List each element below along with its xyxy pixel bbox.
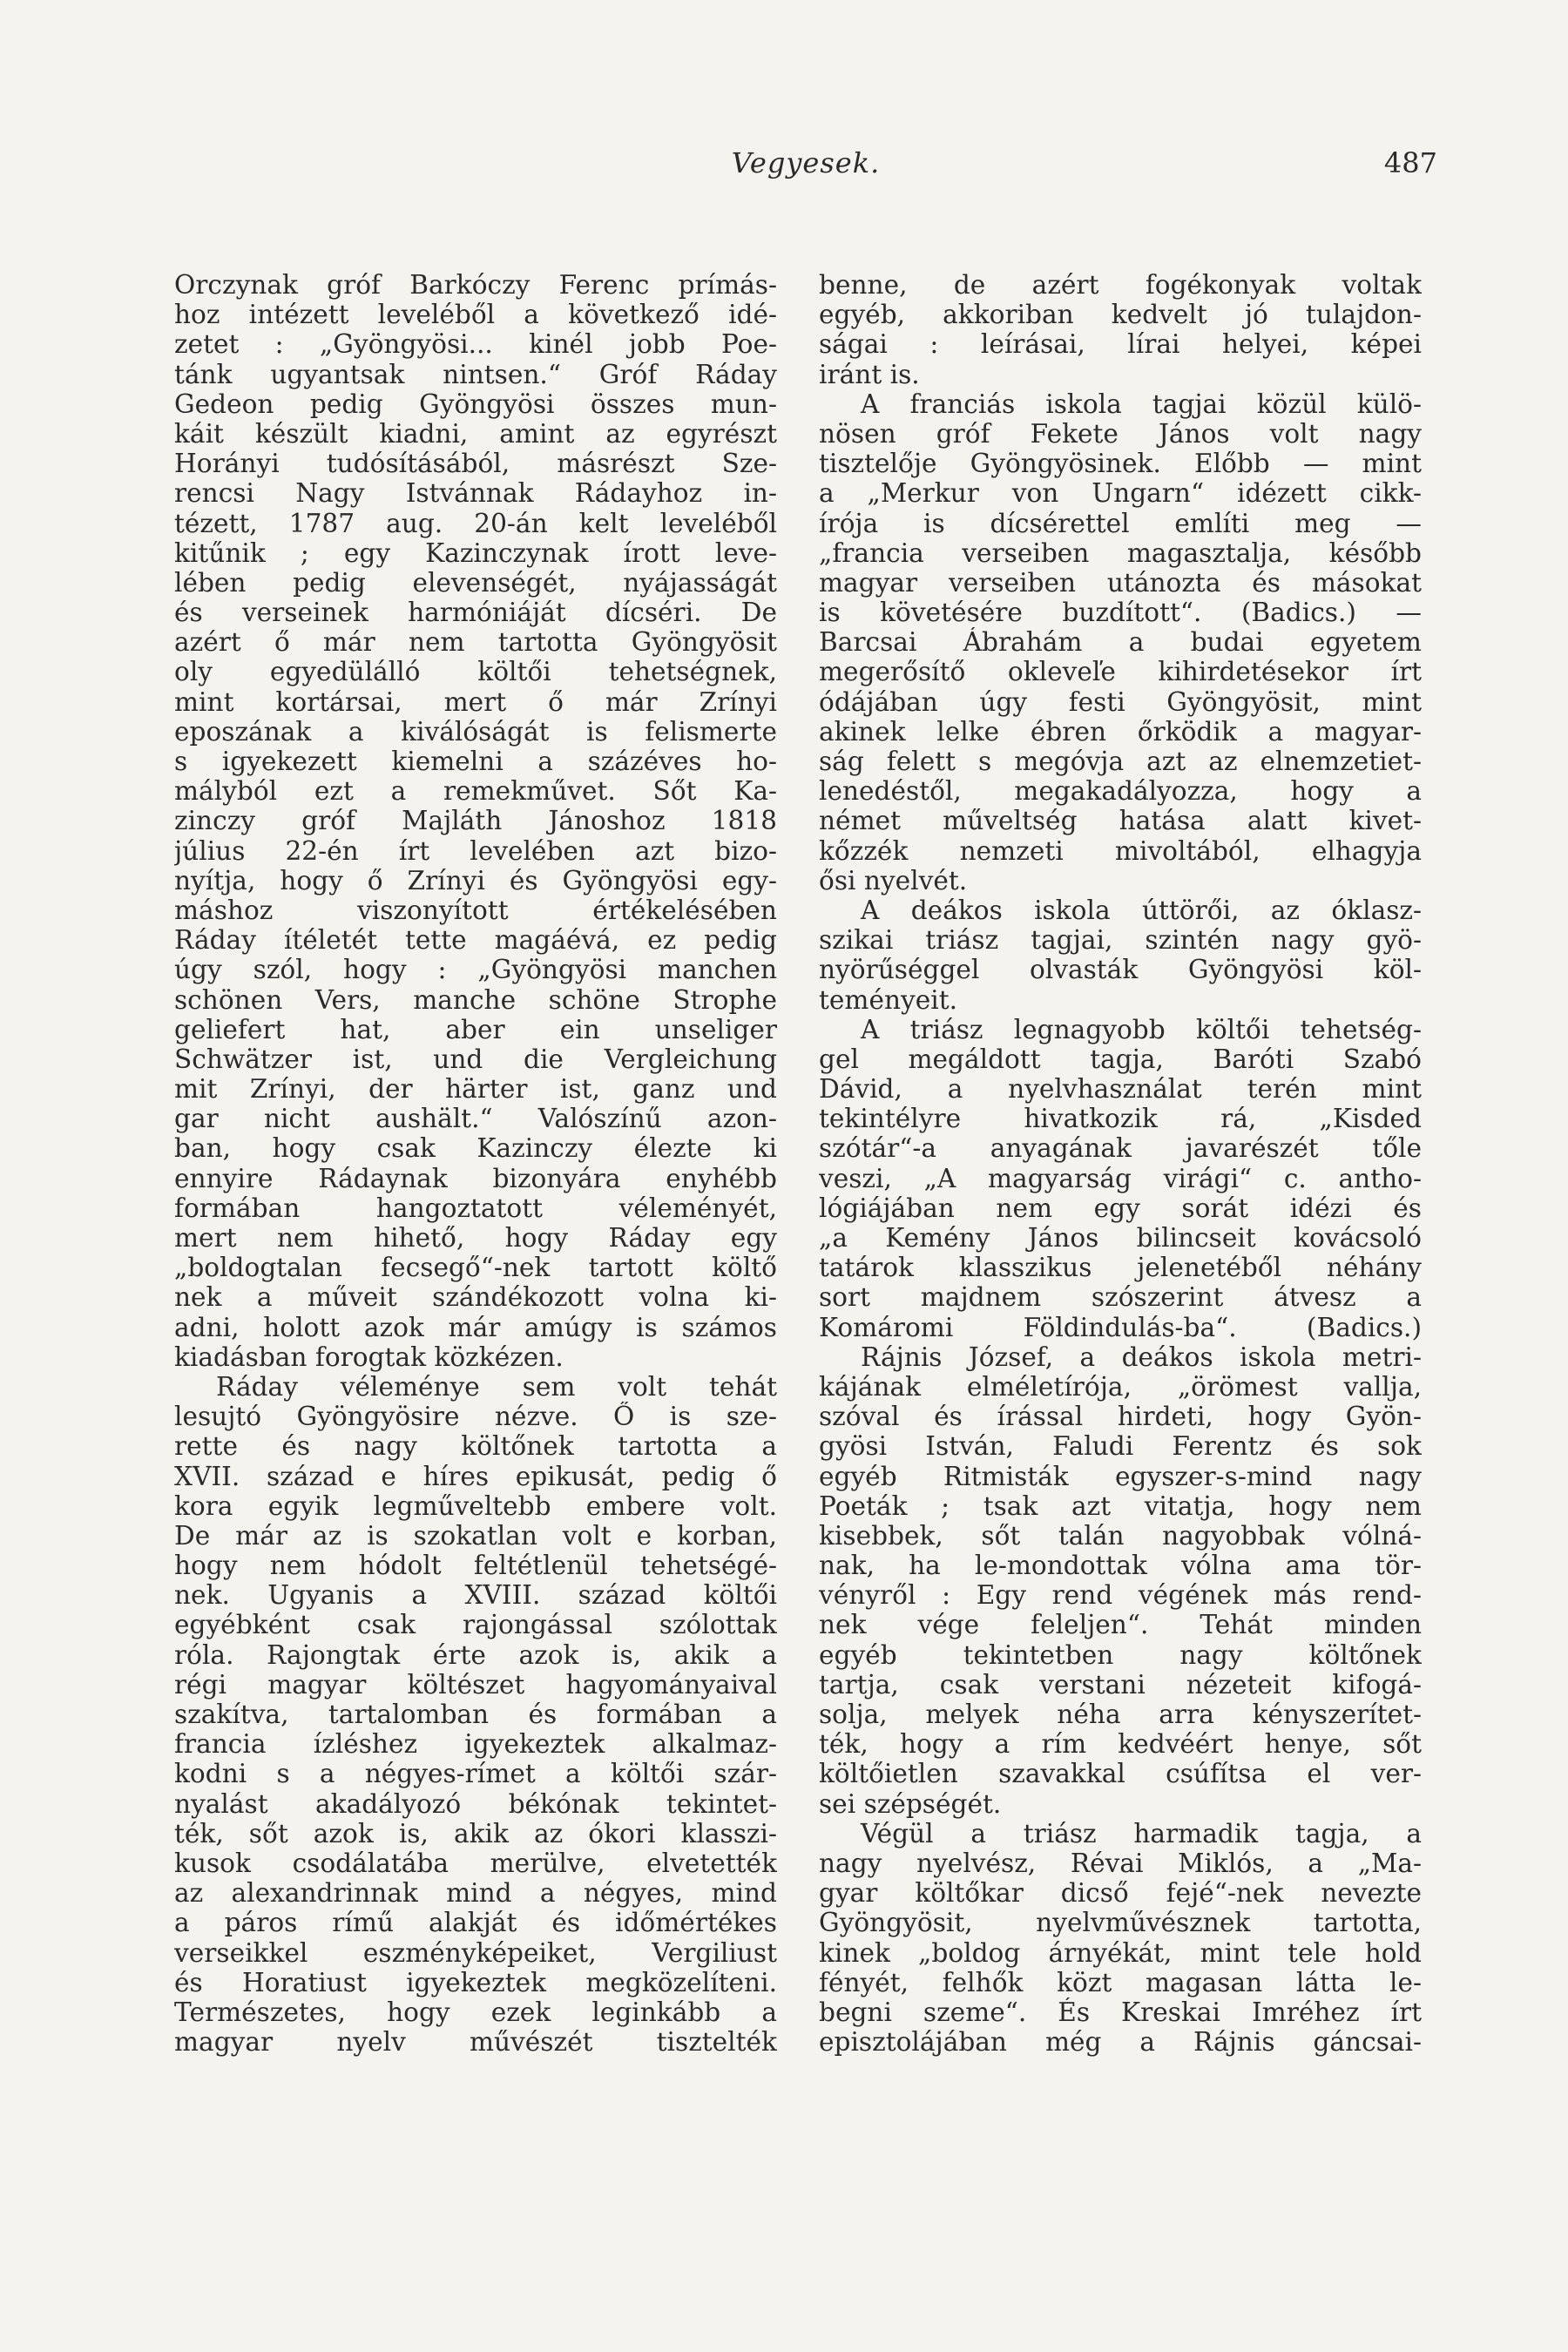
text-line: gar nicht aushält.“ Valószínű azon- bbox=[174, 1104, 777, 1134]
text-line: rette és nagy költőnek tartotta a bbox=[174, 1431, 777, 1462]
text-line: solja, melyek néha arra kényszerítet- bbox=[819, 1700, 1422, 1729]
text-line: azért ő már nem tartotta Gyöngyösit bbox=[174, 627, 777, 658]
text-line: eposzának a kiválóságát is felismerte bbox=[174, 716, 777, 747]
right-text-column bbox=[819, 270, 1422, 2057]
text-line: lenedéstől, megakadályozza, hogy a bbox=[819, 776, 1422, 807]
text-line: ban, hogy csak Kazinczy élezte ki bbox=[174, 1133, 777, 1164]
text-line: kora egyik legműveltebb embere volt. bbox=[174, 1490, 777, 1521]
text-line: szóval és írással hirdeti, hogy Gyön- bbox=[819, 1402, 1422, 1432]
text-line: nyítja, hogy ő Zrínyi és Gyöngyösi egy- bbox=[174, 865, 777, 896]
text-line: máshoz viszonyított értékelésében bbox=[174, 895, 777, 925]
page-number: 487 bbox=[1383, 146, 1437, 179]
text-line: veszi, „A magyarság virági“ c. antho- bbox=[819, 1163, 1422, 1193]
text-line: hoz intézett leveléből a következő idé- bbox=[174, 300, 777, 330]
text-line: szótár“-a anyagának javarészét tőle bbox=[819, 1133, 1422, 1164]
text-line: írója is dícsérettel említi meg — bbox=[819, 508, 1422, 538]
text-line: szakítva, tartalomban és formában a bbox=[174, 1700, 777, 1729]
text-line: nösen gróf Fekete János volt nagy bbox=[819, 418, 1422, 449]
text-line: magyar nyelv művészét tisztelték bbox=[174, 2027, 777, 2058]
text-line: és verseinek harmóniáját dícséri. De bbox=[174, 598, 777, 628]
text-line: formában hangoztatott véleményét, bbox=[174, 1193, 777, 1223]
text-line: lében pedig elevenségét, nyájasságát bbox=[174, 567, 777, 598]
text-line: francia ízléshez igyekeztek alkalmaz- bbox=[174, 1729, 777, 1760]
text-line: nek a műveit szándékozott volna ki- bbox=[174, 1282, 777, 1313]
text-line: költőietlen szavakkal csúfítsa el ver- bbox=[819, 1759, 1422, 1789]
text-line: sort majdnem szószerint átvesz a bbox=[819, 1282, 1422, 1313]
text-line: kájának elméletírója, „örömest vallja, bbox=[819, 1371, 1422, 1402]
text-line: úgy szól, hogy : „Gyöngyösi manchen bbox=[174, 955, 777, 985]
text-line: Barcsai Ábrahám a budai egyetem bbox=[819, 627, 1422, 658]
text-line: nek vége feleljen“. Tehát minden bbox=[819, 1610, 1422, 1640]
text-line: kodni s a négyes-rímet a költői szár- bbox=[174, 1759, 777, 1789]
text-line: egyébként csak rajongással szólottak bbox=[174, 1610, 777, 1640]
text-line: XVII. század e híres epikusát, pedig ő bbox=[174, 1461, 777, 1491]
text-line: Rájnis József, a deákos iskola metri- bbox=[861, 1342, 1422, 1372]
text-line: mert nem hihető, hogy Ráday egy bbox=[174, 1223, 777, 1253]
text-line: zetet : „Gyöngyösi... kinél jobb Poe- bbox=[174, 329, 777, 360]
text-line: is követésére buzdított“. (Badics.) — bbox=[819, 598, 1422, 628]
text-line: episztolájában még a Rájnis gáncsai- bbox=[819, 2027, 1422, 2058]
text-line: akinek lelke ébren őrködik a magyar- bbox=[819, 716, 1422, 747]
text-line: kinek „boldog árnyékát, mint tele hold bbox=[819, 1937, 1422, 1968]
left-text-column bbox=[174, 270, 777, 2057]
text-line: ték, sőt azok is, akik az ókori klasszi- bbox=[174, 1818, 777, 1848]
text-line: tartja, csak verstani nézeteit kifogá- bbox=[819, 1669, 1422, 1700]
text-line: fényét, felhők közt magasan látta le- bbox=[819, 1967, 1422, 1997]
text-line: verseikkel eszményképeiket, Vergiliust bbox=[174, 1937, 777, 1968]
text-line: hogy nem hódolt feltétlenül tehetségé- bbox=[174, 1551, 777, 1581]
text-line: Természetes, hogy ezek leginkább a bbox=[174, 1997, 777, 2027]
text-line: Gedeon pedig Gyöngyösi összes mun- bbox=[174, 389, 777, 419]
text-line: s igyekezett kiemelni a százéves ho- bbox=[174, 747, 777, 776]
text-line: lógiájában nem egy sorát idézi és bbox=[819, 1193, 1422, 1223]
text-line: Ráday véleménye sem volt tehát bbox=[216, 1371, 777, 1402]
text-line: nak, ha le-mondottak vólna ama tör- bbox=[819, 1551, 1422, 1581]
text-line: július 22-én írt levelében azt bizo- bbox=[174, 835, 777, 866]
text-line: kisebbek, sőt talán nagyobbak vólná- bbox=[819, 1520, 1422, 1551]
text-line: tánk ugyantsak nintsen.“ Gróf Ráday bbox=[174, 359, 777, 389]
text-line: egyéb, akkoriban kedvelt jó tulajdon- bbox=[819, 300, 1422, 330]
text-line: káit készült kiadni, amint az egyrészt bbox=[174, 418, 777, 449]
text-line: gyar költőkar dicső fejé“-nek nevezte bbox=[819, 1878, 1422, 1909]
text-line: De már az is szokatlan volt e korban, bbox=[174, 1520, 777, 1551]
text-line: rencsi Nagy Istvánnak Rádayhoz in- bbox=[174, 478, 777, 509]
text-line: zinczy gróf Majláth Jánoshoz 1818 bbox=[174, 806, 777, 836]
text-line: benne, de azért fogékonyak voltak bbox=[819, 270, 1422, 300]
text-line: Dávid, a nyelvhasználat terén mint bbox=[819, 1074, 1422, 1105]
text-line: régi magyar költészet hagyományaival bbox=[174, 1669, 777, 1700]
text-line: a páros rímű alakját és időmértékes bbox=[174, 1908, 777, 1938]
running-title: Vegyesek. bbox=[731, 146, 881, 179]
text-line: Schwätzer ist, und die Vergleichung bbox=[174, 1044, 777, 1074]
text-line: Végül a triász harmadik tagja, a bbox=[861, 1818, 1422, 1848]
text-line: nagy nyelvész, Révai Miklós, a „Ma- bbox=[819, 1848, 1422, 1878]
text-line: ódájában úgy festi Gyöngyösit, mint bbox=[819, 686, 1422, 717]
text-line: magyar verseiben utánozta és másokat bbox=[819, 567, 1422, 598]
text-line: teményeit. bbox=[819, 984, 958, 1015]
text-line: tekintélyre hivatkozik rá, „Kisded bbox=[819, 1104, 1422, 1134]
text-line: A triász legnagyobb költői tehetség- bbox=[861, 1014, 1422, 1044]
text-line: kiadásban forogtak közkézen. bbox=[174, 1342, 564, 1372]
text-line: nyörűséggel olvasták Gyöngyösi köl- bbox=[819, 955, 1422, 985]
text-line: gel megáldott tagja, Baróti Szabó bbox=[819, 1044, 1422, 1074]
text-line: geliefert hat, aber ein unseliger bbox=[174, 1014, 777, 1044]
text-line: Poeták ; tsak azt vitatja, hogy nem bbox=[819, 1490, 1422, 1521]
text-line: nek. Ugyanis a XVIII. század költői bbox=[174, 1580, 777, 1611]
text-line: német műveltség hatása alatt kivet- bbox=[819, 806, 1422, 836]
text-line: Orczynak gróf Barkóczy Ferenc prímás- bbox=[174, 270, 777, 300]
text-line: „francia verseiben magasztalja, később bbox=[819, 537, 1422, 568]
text-line: A deákos iskola úttörői, az óklasz- bbox=[861, 895, 1422, 925]
text-line: egyéb tekintetben nagy költőnek bbox=[819, 1639, 1422, 1670]
text-line: schönen Vers, manche schöne Strophe bbox=[174, 984, 777, 1015]
text-line: ősi nyelvét. bbox=[819, 865, 968, 896]
text-line: iránt is. bbox=[819, 359, 920, 389]
text-line: megerősítő okleveľe kihirdetésekor írt bbox=[819, 657, 1422, 687]
text-line: lesujtó Gyöngyösire nézve. Ő is sze- bbox=[174, 1402, 777, 1432]
text-line: oly egyedülálló költői tehetségnek, bbox=[174, 657, 777, 687]
text-line: mint kortársai, mert ő már Zrínyi bbox=[174, 686, 777, 717]
text-line: egyéb Ritmisták egyszer-s-mind nagy bbox=[819, 1461, 1422, 1491]
text-line: tatárok klasszikus jelenetéből néhány bbox=[819, 1253, 1422, 1283]
text-line: kitűnik ; egy Kazinczynak írott leve- bbox=[174, 537, 777, 568]
text-line: ték, hogy a rím kedvéért henye, sőt bbox=[819, 1729, 1422, 1760]
text-line: az alexandrinnak mind a négyes, mind bbox=[174, 1878, 777, 1909]
text-line: nyalást akadályozó békónak tekintet- bbox=[174, 1788, 777, 1819]
text-line: mályból ezt a remekművet. Sőt Ka- bbox=[174, 776, 777, 807]
text-line: róla. Rajongtak érte azok is, akik a bbox=[174, 1639, 777, 1670]
text-line: ság felett s megóvja azt az elnemzetiet- bbox=[819, 747, 1422, 776]
text-line: és Horatiust igyekeztek megközelíteni. bbox=[174, 1967, 777, 1997]
text-line: kusok csodálatába merülve, elvetették bbox=[174, 1848, 777, 1878]
text-line: mit Zrínyi, der härter ist, ganz und bbox=[174, 1074, 777, 1105]
text-line: szikai triász tagjai, szintén nagy gyö- bbox=[819, 925, 1422, 956]
text-line: tisztelője Gyöngyösinek. Előbb — mint bbox=[819, 449, 1422, 479]
text-line: ennyire Rádaynak bizonyára enyhébb bbox=[174, 1163, 777, 1193]
text-line: gyösi István, Faludi Ferentz és sok bbox=[819, 1431, 1422, 1462]
text-line: a „Merkur von Ungarn“ idézett cikk- bbox=[819, 478, 1422, 509]
text-line: „boldogtalan fecsegő“-nek tartott költő bbox=[174, 1253, 777, 1283]
text-line: kőzzék nemzeti mivoltából, elhagyja bbox=[819, 835, 1422, 866]
page-header bbox=[174, 146, 1437, 190]
text-line: A franciás iskola tagjai közül külö- bbox=[861, 389, 1422, 419]
text-line: begni szeme“. És Kreskai Imréhez írt bbox=[819, 1997, 1422, 2027]
text-line: „a Kemény János bilincseit kovácsoló bbox=[819, 1223, 1422, 1253]
text-line: Gyöngyösit, nyelvművésznek tartotta, bbox=[819, 1908, 1422, 1938]
text-line: Ráday ítéletét tette magáévá, ez pedig bbox=[174, 925, 777, 956]
text-line: vényről : Egy rend végének más rend- bbox=[819, 1580, 1422, 1611]
text-line: tézett, 1787 aug. 20-án kelt leveléből bbox=[174, 508, 777, 538]
text-line: Horányi tudósításából, másrészt Sze- bbox=[174, 449, 777, 479]
text-line: ságai : leírásai, lírai helyei, képei bbox=[819, 329, 1422, 360]
text-line: Komáromi Földindulás-ba“. (Badics.) bbox=[819, 1312, 1422, 1342]
text-line: sei szépségét. bbox=[819, 1788, 1002, 1819]
text-line: adni, holott azok már amúgy is számos bbox=[174, 1312, 777, 1342]
